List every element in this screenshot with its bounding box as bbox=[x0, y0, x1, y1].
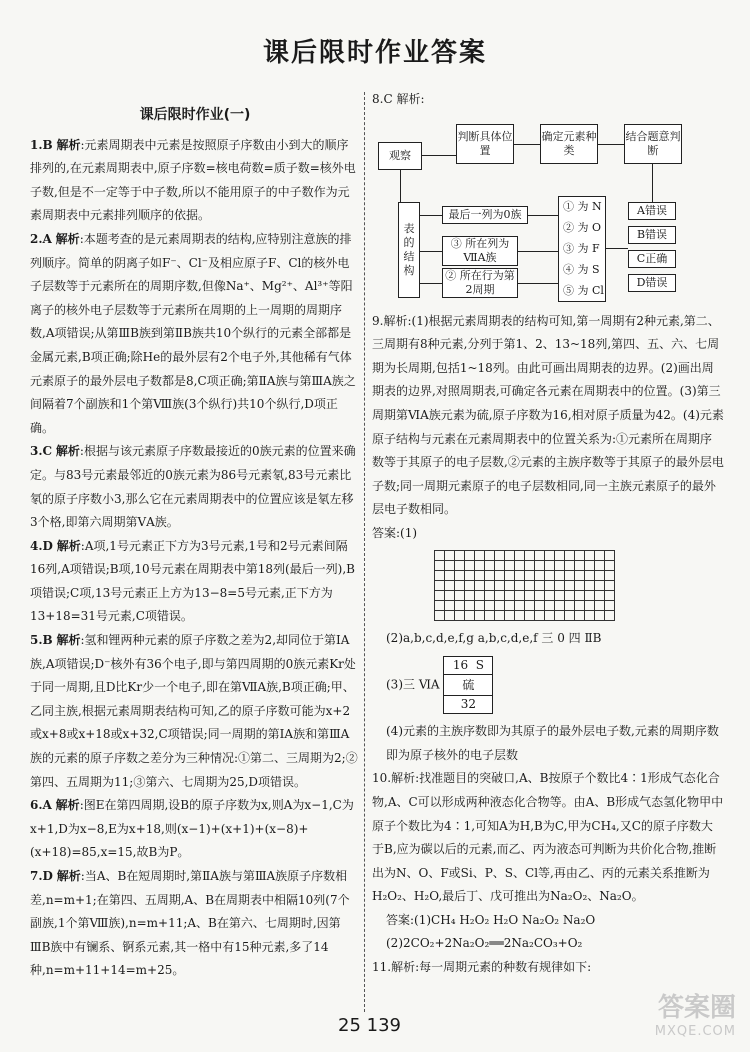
grid-cell bbox=[505, 610, 515, 620]
answer-9-2: (2)a,b,c,d,e,f,g a,b,c,d,e,f 三 0 四 ⅡB bbox=[386, 630, 602, 645]
diagram-combine-box: 结合题意判断 bbox=[624, 124, 682, 164]
grid-cell bbox=[485, 580, 495, 590]
grid-cell bbox=[455, 600, 465, 610]
left-column bbox=[30, 100, 360, 983]
grid-cell bbox=[585, 550, 595, 560]
grid-cell bbox=[535, 570, 545, 580]
arrow-line bbox=[422, 155, 456, 156]
item-label: 解析 bbox=[55, 444, 80, 459]
diagram-observe-box: 观察 bbox=[378, 142, 422, 170]
grid-cell bbox=[535, 590, 545, 600]
grid-cell bbox=[525, 550, 535, 560]
grid-cell bbox=[595, 550, 605, 560]
item-text: :当A、B在短周期时,第ⅡA族与第ⅢA族原子序数相差,n=m+1;在第四、五周期,A、B在周期表中相隔10列(7个副族,1个第Ⅷ族),n=m+11;A、B在第六、七周期时,因第ⅢB族中有镧系、锕系元素,其一格中有15种元素,多了14种,n=m+11+14=m+25。 bbox=[30, 869, 350, 978]
grid-cell bbox=[495, 600, 505, 610]
answer-10-2: (2)2CO₂+2Na₂O₂══2Na₂CO₃+O₂ bbox=[386, 936, 583, 951]
grid-cell bbox=[505, 580, 515, 590]
element-symbol: S bbox=[475, 658, 484, 673]
arrow-line bbox=[420, 215, 442, 216]
grid-cell bbox=[465, 590, 475, 600]
grid-cell bbox=[485, 560, 495, 570]
answer-9-4: (4)元素的主族序数即为其原子的最外层电子数,元素的周期序数即为原子核外的电子层数 bbox=[386, 724, 719, 762]
answer-item-8 bbox=[372, 88, 724, 112]
element-item: ② 为 O bbox=[563, 221, 602, 235]
item-text: :图E在第四周期,设B的原子序数为x,则A为x−1,C为x+1,D为x−8,E为x+18,则(x−1)+(x+1)+(x−8)+(x+18)=85,x=15,故B为P。 bbox=[30, 798, 354, 860]
grid-cell bbox=[505, 590, 515, 600]
judgment-d: D错误 bbox=[628, 274, 676, 292]
diagram-row-box: ② 所在行为第2周期 bbox=[442, 268, 518, 298]
grid-cell bbox=[435, 550, 445, 560]
judgment-b: B错误 bbox=[628, 226, 676, 244]
grid-cell bbox=[465, 570, 475, 580]
grid-cell bbox=[565, 590, 575, 600]
grid-cell bbox=[605, 570, 615, 580]
grid-cell bbox=[475, 610, 485, 620]
answer-item bbox=[30, 535, 360, 629]
answer-text: :(1) bbox=[396, 525, 418, 540]
column-divider bbox=[364, 92, 365, 1012]
grid-cell bbox=[485, 590, 495, 600]
item-text: :(1)根据元素周期表的结构可知,第一周期有2种元素,第二、三周期有8种元素,分列于第1、2、13~18列,第四、五、六、七周期为长周期,包括1~18列。由此可画出周期表的边界。(2)画出周期表的边界,对照周期表,可确定各元素在周期表中的位置。(3)第三周期第ⅥA族元素为硫,原子序数为16,相对原子质量为42。(4)元素原子结构与元素在元素周期表中的位置关系为:①元素所在周期序数等于其原子的电子层数,②元素的主族序数等于其原子的最外层电子数;同一周期元素原子的电子层数相同,同一主族元素原子的最外层电子数相同。 bbox=[372, 313, 724, 517]
answer-item bbox=[30, 440, 360, 534]
item-label: 解析 bbox=[391, 771, 416, 786]
arrow-line bbox=[420, 251, 442, 252]
grid-cell bbox=[565, 600, 575, 610]
grid-cell bbox=[555, 590, 565, 600]
answer-item bbox=[30, 134, 360, 228]
grid-cell bbox=[585, 590, 595, 600]
grid-cell bbox=[495, 560, 505, 570]
arrow-line bbox=[514, 144, 540, 145]
grid-cell bbox=[435, 580, 445, 590]
grid-cell bbox=[575, 550, 585, 560]
grid-cell bbox=[575, 600, 585, 610]
item-text: :找准题目的突破口,A、B按原子个数比4∶1形成气态化合物,A、C可以形成两种液态化合物等。由A、B形成气态氢化物甲中原子个数比为4∶1,可知A为H,B为C,甲为CH₄,又C的原子序数大于B,应为碳以后的元素,而乙、丙为液态可判断为共价化合物,推断出为N、O、F或Si、P、S、Cl等,再由乙、丙的元素关系推断为H₂O₂、H₂O,最后丁、戊可推出为Na₂O₂、Na₂O。 bbox=[372, 771, 724, 904]
watermark-logo bbox=[606, 993, 736, 1040]
diagram-determine-element-box: 确定元素种类 bbox=[540, 124, 598, 164]
grid-cell bbox=[435, 560, 445, 570]
arrow-line bbox=[606, 248, 628, 249]
grid-cell bbox=[485, 550, 495, 560]
grid-cell bbox=[465, 560, 475, 570]
answer-label: 答案 bbox=[372, 525, 397, 540]
grid-cell bbox=[455, 560, 465, 570]
grid-cell bbox=[575, 590, 585, 600]
item-text: :氢和锂两种元素的原子序数之差为2,却同位于第ⅠA族,A项错误;D⁻核外有36个电子,即与第四周期的0族元素Kr处于同一周期,且D比Kr少一个电子,即在第ⅦA族,B项正确;甲、乙同主族,根据元素周期表结构可知,乙的原子序数可能为x+2或x+8或x+18或x+32,C项错误;同一周期的第ⅠA族和第ⅢA族的元素的原子序数之差分为三种情况:①第二、三周期为2;②第四、五周期为11;③第六、七周期为25,D项错误。 bbox=[30, 633, 358, 789]
grid-cell bbox=[485, 610, 495, 620]
item-number: 11. bbox=[372, 960, 392, 975]
grid-cell bbox=[535, 560, 545, 570]
section-title: 课后限时作业(一) bbox=[139, 107, 251, 123]
grid-cell bbox=[545, 570, 555, 580]
answer-text: (3)三 ⅥA bbox=[386, 677, 440, 692]
grid-cell bbox=[455, 590, 465, 600]
item-text: :A项,1号元素正下方为3号元素,1号和2号元素间隔16列,A项错误;B项,10号元素在周期表中第18列(最后一列),B项错误;C项,13号元素正上方为13−8=5号元素,正下方为13+18=31号元素,C项错误。 bbox=[30, 538, 355, 624]
grid-cell bbox=[515, 570, 525, 580]
grid-cell bbox=[535, 600, 545, 610]
grid-cell bbox=[445, 580, 455, 590]
grid-cell bbox=[565, 570, 575, 580]
grid-cell bbox=[545, 560, 555, 570]
grid-cell bbox=[575, 560, 585, 570]
grid-cell bbox=[575, 570, 585, 580]
grid-cell bbox=[525, 580, 535, 590]
grid-cell bbox=[585, 580, 595, 590]
grid-cell bbox=[435, 570, 445, 580]
grid-cell bbox=[515, 550, 525, 560]
judgment-c: C正确 bbox=[628, 250, 676, 268]
grid-cell bbox=[505, 570, 515, 580]
watermark-url: MXQE.COM bbox=[654, 1024, 736, 1039]
arrow-line bbox=[420, 283, 442, 284]
answer-item bbox=[30, 865, 360, 983]
grid-cell bbox=[495, 610, 505, 620]
grid-cell bbox=[505, 600, 515, 610]
grid-cell bbox=[455, 550, 465, 560]
grid-cell bbox=[565, 550, 575, 560]
item-number: 6.A bbox=[30, 798, 52, 813]
grid-cell bbox=[595, 580, 605, 590]
item-label: 解析 bbox=[56, 538, 81, 553]
sulfur-element-box bbox=[443, 656, 493, 714]
element-item: ① 为 N bbox=[563, 200, 602, 214]
grid-cell bbox=[555, 610, 565, 620]
grid-cell bbox=[595, 560, 605, 570]
item-label: 解析 bbox=[396, 92, 421, 106]
item-label: 解析 bbox=[56, 633, 81, 648]
grid-cell bbox=[455, 580, 465, 590]
grid-cell bbox=[545, 590, 555, 600]
grid-cell bbox=[525, 560, 535, 570]
grid-cell bbox=[525, 590, 535, 600]
right-column bbox=[372, 88, 724, 980]
grid-cell bbox=[605, 560, 615, 570]
grid-cell bbox=[475, 550, 485, 560]
item-number: 3.C bbox=[30, 444, 53, 459]
grid-cell bbox=[605, 610, 615, 620]
item-text: :根据与该元素原子序数最接近的0族元素的位置来确定。与83号元素最邻近的0族元素为86号元素氡,83号元素比氡的原子序数小3,那么它在元素周期表中的位置应该是氡左移3个格,即第六周期第ⅤA族。 bbox=[30, 444, 356, 530]
element-item: ③ 为 F bbox=[563, 242, 600, 256]
page-number: 25 139 bbox=[338, 1015, 401, 1036]
grid-cell bbox=[465, 610, 475, 620]
grid-cell bbox=[555, 560, 565, 570]
element-item: ④ 为 S bbox=[563, 263, 600, 277]
answer-9-3 bbox=[372, 656, 724, 714]
answer-9-1 bbox=[372, 522, 724, 546]
arrow-line bbox=[400, 170, 401, 202]
item-number: 10. bbox=[372, 771, 392, 786]
grid-cell bbox=[495, 580, 505, 590]
arrow-line bbox=[652, 164, 653, 202]
grid-cell bbox=[535, 550, 545, 560]
grid-cell bbox=[605, 580, 615, 590]
arrow-line bbox=[528, 215, 558, 216]
grid-cell bbox=[525, 600, 535, 610]
grid-cell bbox=[435, 600, 445, 610]
item-number: 4.D bbox=[30, 538, 53, 553]
grid-cell bbox=[455, 570, 465, 580]
grid-cell bbox=[585, 570, 595, 580]
grid-cell bbox=[595, 570, 605, 580]
grid-cell bbox=[445, 550, 455, 560]
grid-cell bbox=[605, 590, 615, 600]
grid-cell bbox=[475, 600, 485, 610]
answer-item-11 bbox=[372, 956, 724, 980]
grid-cell bbox=[555, 580, 565, 590]
grid-cell bbox=[445, 570, 455, 580]
grid-cell bbox=[595, 590, 605, 600]
arrow-line bbox=[518, 251, 558, 252]
answer-item bbox=[30, 228, 360, 440]
grid-cell bbox=[545, 580, 555, 590]
answer-10-1 bbox=[372, 909, 724, 933]
atomic-number: 16 bbox=[452, 658, 469, 673]
grid-cell bbox=[515, 580, 525, 590]
item-number: 9. bbox=[372, 313, 384, 328]
grid-cell bbox=[495, 570, 505, 580]
grid-cell bbox=[525, 570, 535, 580]
item-label: 解析 bbox=[55, 231, 80, 246]
grid-cell bbox=[465, 550, 475, 560]
grid-cell bbox=[435, 590, 445, 600]
grid-cell bbox=[445, 560, 455, 570]
left-answer-list bbox=[30, 134, 360, 983]
grid-cell bbox=[495, 550, 505, 560]
grid-cell bbox=[575, 610, 585, 620]
grid-cell bbox=[545, 610, 555, 620]
grid-cell bbox=[585, 600, 595, 610]
item-number: 5.B bbox=[30, 633, 53, 648]
diagram-judge-position-box: 判断具体位置 bbox=[456, 124, 514, 164]
grid-cell bbox=[475, 590, 485, 600]
item-text: :每一周期元素的种数有规律如下: bbox=[415, 960, 592, 975]
grid-cell bbox=[595, 600, 605, 610]
grid-cell bbox=[585, 610, 595, 620]
item-number: 2.A bbox=[30, 231, 52, 246]
grid-cell bbox=[475, 580, 485, 590]
grid-cell bbox=[565, 560, 575, 570]
page-title: 课后限时作业答案 bbox=[262, 38, 487, 68]
answer-item-10 bbox=[372, 767, 724, 909]
grid-cell bbox=[505, 550, 515, 560]
grid-cell bbox=[445, 600, 455, 610]
periodic-table-outline-grid bbox=[434, 550, 615, 621]
grid-cell bbox=[475, 560, 485, 570]
grid-cell bbox=[595, 610, 605, 620]
grid-cell bbox=[445, 610, 455, 620]
grid-cell bbox=[475, 570, 485, 580]
grid-cell bbox=[545, 600, 555, 610]
arrow-line bbox=[518, 283, 558, 284]
grid-cell bbox=[605, 600, 615, 610]
grid-cell bbox=[575, 580, 585, 590]
grid-cell bbox=[555, 550, 565, 560]
grid-cell bbox=[455, 610, 465, 620]
grid-cell bbox=[605, 550, 615, 560]
grid-cell bbox=[555, 600, 565, 610]
diagram-column-box: ③ 所在列为ⅦA族 bbox=[442, 236, 518, 266]
answer-item-9 bbox=[372, 310, 724, 522]
grid-cell bbox=[495, 590, 505, 600]
grid-cell bbox=[465, 600, 475, 610]
grid-cell bbox=[515, 610, 525, 620]
grid-cell bbox=[565, 610, 575, 620]
item-text: :本题考查的是元素周期表的结构,应特别注意族的排列顺序。简单的阴离子如F⁻、Cl⁻及相应原子F、Cl的核外电子层数等于元素所在的周期序数,但像Na⁺、Mg²⁺、Al³⁺等阳离子的核外电子层数等于元素所在周期的上一周期的周期序数,A项错误;从第ⅢB族到第ⅡB族共10个纵行的元素全部都是金属元素,B项正确;除He的最外层有2个电子外,其他稀有气体元素原子的最外层电子数都是8,C项正确;第ⅡA族与第ⅢA族之间隔着7个副族和1个第Ⅷ族(3个纵行)共10个纵行,D项正确。 bbox=[30, 231, 356, 435]
grid-cell bbox=[435, 610, 445, 620]
grid-cell bbox=[505, 560, 515, 570]
grid-cell bbox=[515, 600, 525, 610]
grid-cell bbox=[485, 600, 495, 610]
grid-cell bbox=[515, 560, 525, 570]
grid-cell bbox=[445, 590, 455, 600]
atomic-mass: 32 bbox=[444, 695, 492, 713]
diagram-last-column-box: 最后一列为0族 bbox=[442, 206, 528, 224]
answer-label: 答案 bbox=[386, 912, 411, 927]
answer-text: :(1)CH₄ H₂O₂ H₂O Na₂O₂ Na₂O bbox=[410, 912, 596, 927]
grid-cell bbox=[565, 580, 575, 590]
grid-cell bbox=[485, 570, 495, 580]
item-number: 8.C bbox=[372, 92, 393, 106]
item-label: 解析 bbox=[383, 313, 408, 328]
diagram-table-structure-box: 表的结构 bbox=[398, 202, 420, 298]
answer-item bbox=[30, 794, 360, 865]
periodic-table-flow-diagram bbox=[372, 116, 724, 302]
grid-cell bbox=[545, 550, 555, 560]
item-label: 解析 bbox=[56, 137, 81, 152]
element-name: 硫 bbox=[462, 678, 475, 693]
grid-cell bbox=[465, 580, 475, 590]
grid-cell bbox=[555, 570, 565, 580]
item-text: : bbox=[420, 92, 425, 106]
answer-item bbox=[30, 629, 360, 794]
item-text: :元素周期表中元素是按照原子序数由小到大的顺序排列的,在元素周期表中,原子序数=核电荷数=质子数=核外电子数,但是不一定等于中子数,所以不能用原子的中子数作为元素周期表中元素排列顺序的依据。 bbox=[30, 137, 356, 223]
item-label: 解析 bbox=[56, 869, 81, 883]
watermark-text: 答案圈 bbox=[657, 993, 736, 1023]
item-label: 解析 bbox=[55, 798, 80, 813]
grid-cell bbox=[525, 610, 535, 620]
grid-cell bbox=[535, 580, 545, 590]
item-number: 7.D bbox=[30, 869, 53, 883]
item-number: 1.B bbox=[30, 137, 53, 152]
judgment-a: A错误 bbox=[628, 202, 676, 220]
diagram-element-list bbox=[558, 196, 606, 302]
element-item: ⑤ 为 Cl bbox=[563, 284, 604, 298]
grid-cell bbox=[515, 590, 525, 600]
grid-cell bbox=[585, 560, 595, 570]
grid-cell bbox=[535, 610, 545, 620]
arrow-line bbox=[598, 144, 624, 145]
item-label: 解析 bbox=[391, 960, 416, 975]
